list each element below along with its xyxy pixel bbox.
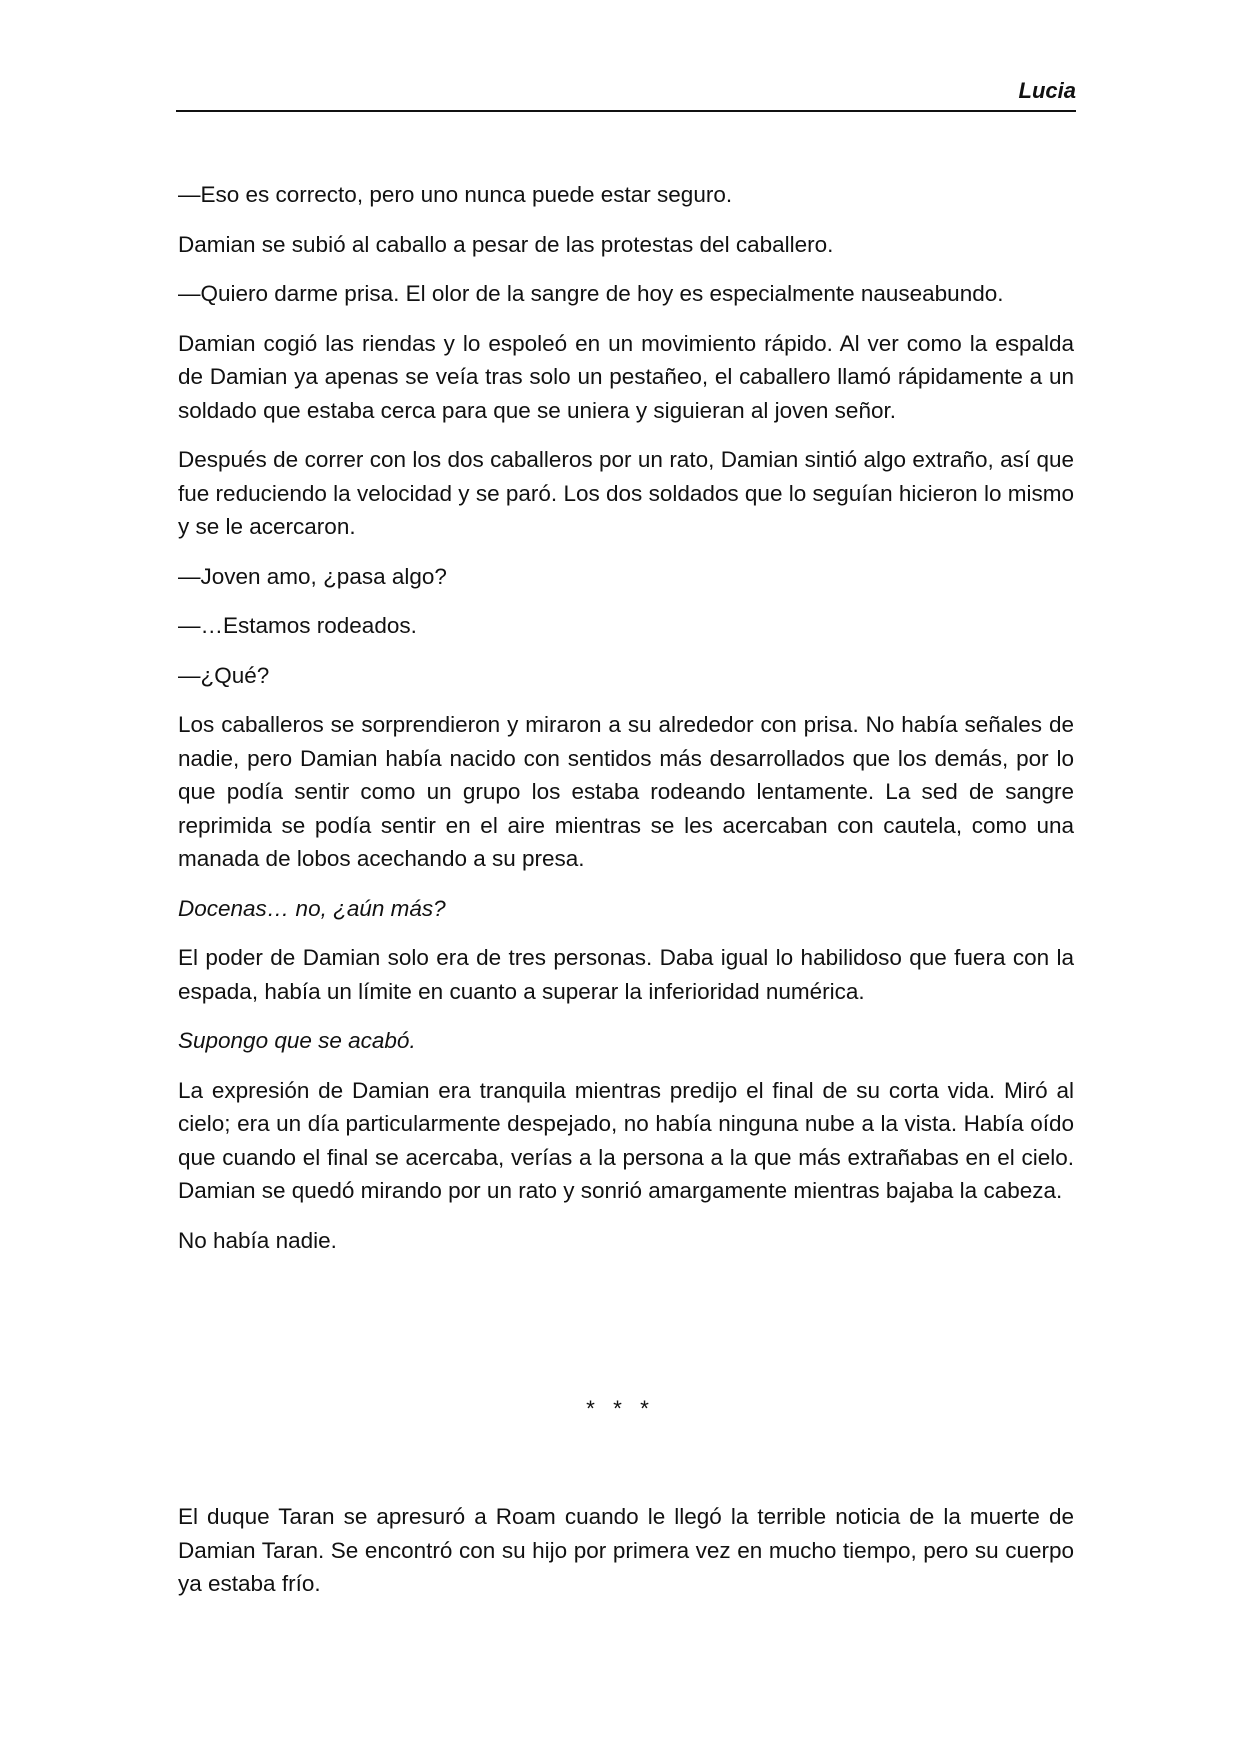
paragraph-thought-2: Supongo que se acabó.: [178, 1028, 416, 1053]
paragraph-dialogue-3: —Joven amo, ¿pasa algo?: [178, 563, 447, 589]
paragraph-narration-1: Damian se subió al caballo a pesar de las protestas del caballero.: [178, 231, 834, 257]
paragraph-narration-5: El poder de Damian solo era de tres personas. Daba igual lo habilidoso que fuera con la espada, había un límite en cuanto a superar la inferioridad numérica.: [178, 945, 1074, 1004]
paragraph-dialogue-1: —Eso es correcto, pero uno nunca puede estar seguro.: [178, 182, 733, 207]
scene-separator: * * *: [586, 1396, 655, 1421]
running-title: Lucia: [1018, 78, 1076, 103]
page-header: [176, 74, 1076, 112]
final-section: [178, 1500, 1074, 1601]
paragraph-narration-6: La expresión de Damian era tranquila mientras predijo el final de su corta vida. Miró al cielo; era un día particularmente despejado, no había ninguna nube a la vista. Había oído que cuando el final se acercaba, verías a la persona a la que más extrañabas en el cielo. Damian se quedó mirando por un rato y sonrió amargamente mientras bajaba la cabeza.: [178, 1077, 1074, 1203]
paragraph-narration-3: Después de correr con los dos caballeros por un rato, Damian sintió algo extraño, así que fue reduciendo la velocidad y se paró. Los dos soldados que lo seguían hicieron lo mismo y se le acercaron.: [178, 447, 1074, 539]
paragraph-dialogue-5: —¿Qué?: [178, 662, 270, 688]
paragraph-dialogue-2: —Quiero darme prisa. El olor de la sangre de hoy es especialmente nauseabundo.: [178, 281, 1004, 306]
paragraph-narration-4: Los caballeros se sorprendieron y miraron a su alrededor con prisa. No había señales de nadie, pero Damian había nacido con sentidos más desarrollados que los demás, por lo que podía sentir como un grupo los estaba rodeando lentamente. La sed de sangre reprimida se podía sentir en el aire mientras se les acercaban con cautela, como una manada de lobos acechando a su presa.: [178, 712, 1074, 871]
paragraph-thought-1: Docenas… no, ¿aún más?: [178, 895, 446, 921]
body-text: [178, 178, 1074, 1273]
paragraph-narration-2: Damian cogió las riendas y lo espoleó en un movimiento rápido. Al ver como la espalda de Damian ya apenas se veía tras solo un pestañeo, el caballero llamó rápidamente a un soldado que estaba cerca para que se uniera y siguieran al joven señor.: [178, 330, 1074, 423]
paragraph-narration-7: No había nadie.: [178, 1227, 337, 1253]
paragraph-final: El duque Taran se apresuró a Roam cuando le llegó la terrible noticia de la muerte de Damian Taran. Se encontró con su hijo por primera vez en mucho tiempo, pero su cuerpo ya estaba frío.: [178, 1504, 1074, 1596]
paragraph-dialogue-4: —…Estamos rodeados.: [178, 613, 417, 638]
